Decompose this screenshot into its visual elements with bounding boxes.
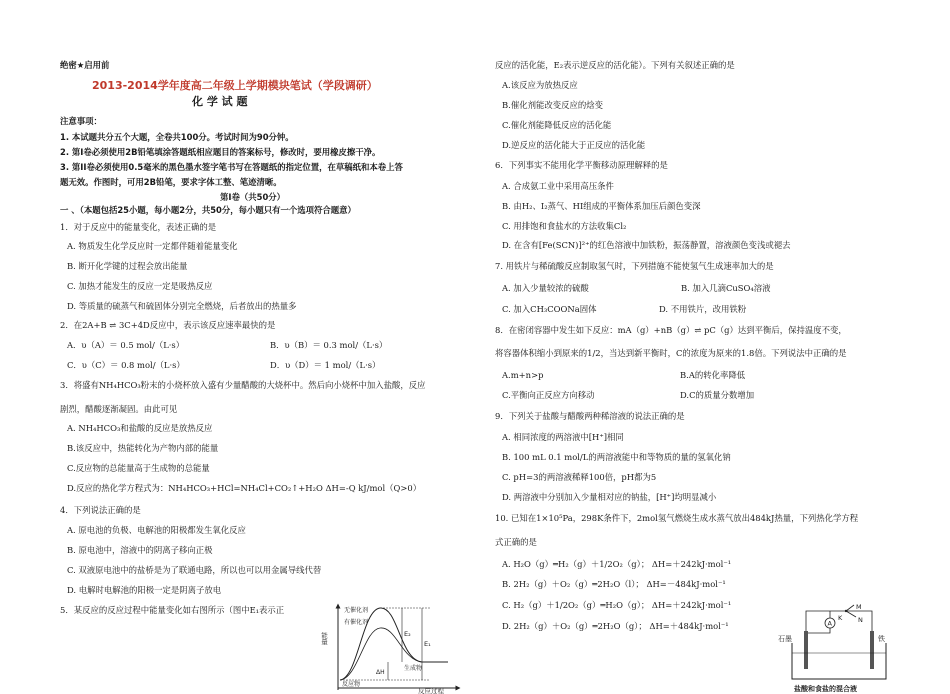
- label-k: K: [838, 614, 843, 622]
- graphite-label: 石墨: [778, 635, 792, 643]
- option-text: A. H₂O（g）═H₂（g）＋1/2O₂（g）； ΔH=＋242kJ·mol⁻¹: [502, 559, 732, 569]
- notes-heading: 注意事项：: [60, 116, 102, 126]
- question-text: 4．下列说法正确的是: [60, 505, 141, 515]
- uncatalyzed-label: 无催化剂: [344, 607, 369, 614]
- question-text: 剧烈，醋酸逐渐凝固。由此可见: [60, 404, 178, 414]
- secret-label: 绝密★启用前: [60, 60, 110, 70]
- option-text: C. 加入CH₃COONa固体: [502, 304, 597, 314]
- option-text: A．υ（A）＝ 0.5 mol/（L·s）: [67, 340, 185, 350]
- graphite-electrode: [804, 631, 808, 669]
- option-text: C.平衡向正反应方向移动: [502, 390, 595, 400]
- question-text: 5．某反应的反应过程中能量变化如右图所示（图中E₁表示正: [60, 605, 285, 615]
- solution-caption: 盐酸和食盐的混合液: [794, 685, 857, 693]
- note-item: 3. 第II卷必须使用0.5毫米的黑色墨水签字笔书写在答题纸的指定位置，在草稿纸和本卷上答: [60, 162, 403, 172]
- ammeter-label: A: [827, 619, 832, 628]
- question-text: 将容器体积缩小到原来的1/2，当达到新平衡时，C的浓度为原来的1.8倍。下列说法中正确的是: [495, 348, 847, 358]
- dh-label: ΔH: [376, 669, 385, 676]
- note-item: 1. 本试题共分五个大题，全卷共100分。考试时间为90分钟。: [60, 132, 294, 142]
- option-text: D. 两溶液中分别加入少量相对应的钠盐，[H⁺]均明显减小: [502, 492, 717, 502]
- switch-icon: [846, 611, 856, 617]
- question-text: 反应的活化能，E₂表示逆反应的活化能）。下列有关叙述正确的是: [495, 60, 735, 70]
- option-text: D. 2H₂（g）＋O₂（g）═2H₂O（g）； ΔH=＋484kJ·mol⁻¹: [502, 621, 729, 631]
- option-text: A. 合成氨工业中采用高压条件: [502, 181, 614, 191]
- note-item: 2. 第I卷必须使用2B铅笔填涂答题纸相应题目的答案标号，修改时，要用橡皮擦干净。: [60, 147, 381, 157]
- option-text: A. 原电池的负极、电解池的阳极都发生氧化反应: [67, 525, 246, 535]
- option-text: B. 由H₂、I₂蒸气、HI组成的平衡体系加压后颜色变深: [502, 201, 701, 211]
- question-text: 9．下列关于盐酸与醋酸两种稀溶液的说法正确的是: [495, 411, 685, 421]
- option-text: A. 物质发生化学反应时一定都伴随着能量变化: [67, 241, 238, 251]
- option-text: C. H₂（g）＋1/2O₂（g）═H₂O（g）； ΔH=＋242kJ·mol⁻¹: [502, 600, 732, 610]
- label-n: N: [858, 616, 863, 624]
- iron-electrode: [870, 631, 874, 669]
- exam-subtitle: 化 学 试 题: [192, 95, 248, 108]
- option-text: D.C的质量分数增加: [680, 390, 755, 400]
- option-text: C. 加热才能发生的反应一定是吸热反应: [67, 281, 213, 291]
- option-text: B. 100 mL 0.1 mol/L的两溶液能中和等物质的量的氢氧化钠: [502, 452, 731, 462]
- option-text: D.逆反应的活化能大于正反应的活化能: [502, 140, 646, 150]
- question-text: 2．在2A+B ⇌ 3C+4D反应中，表示该反应速率最快的是: [60, 320, 276, 330]
- question-text: 7. 用铁片与稀硫酸反应制取氢气时，下列措施不能使氢气生成速率加大的是: [495, 261, 774, 271]
- option-text: A. 加入少量较浓的硫酸: [502, 283, 589, 293]
- circuit-diagram: [776, 603, 900, 693]
- question-text: 6．下列事实不能用化学平衡移动原理解释的是: [495, 160, 668, 170]
- option-text: A. 相同浓度的两溶液中[H⁺]相同: [502, 432, 624, 442]
- option-text: B. 2H₂（g）＋O₂（g）═2H₂O（l）； ΔH=－484kJ·mol⁻¹: [502, 579, 726, 589]
- option-text: A.m+n>p: [502, 370, 544, 380]
- option-text: C. pH=3的两溶液稀释100倍，pH都为5: [502, 472, 657, 482]
- option-text: B. 断开化学键的过程会放出能量: [67, 261, 188, 271]
- switch-k-icon: [846, 605, 854, 611]
- product-label: 生成物: [404, 665, 423, 672]
- option-text: B.A的转化率降低: [680, 370, 746, 380]
- ammeter-lead: [806, 628, 830, 633]
- option-text: C.催化剂能降低反应的活化能: [502, 120, 612, 130]
- exam-title: 2013-2014学年度高二年级上学期模块笔试（学段调研）: [92, 79, 378, 92]
- question-text: 8．在密闭容器中发生如下反应：mA（g）+nB（g）⇌ pC（g）达到平衡后，保持温度不变，: [495, 325, 847, 335]
- option-text: D.反应的热化学方程式为：NH₄HCO₃+HCl=NH₄Cl+CO₂↑+H₂O ΔH=-Q kJ/mol（Q>0）: [67, 483, 422, 493]
- option-text: C. 用排饱和食盐水的方法收集Cl₂: [502, 221, 627, 231]
- option-text: B．υ（B）＝ 0.3 mol/（L·s）: [270, 340, 388, 350]
- e2-label: E₂: [404, 630, 411, 638]
- option-text: D．υ（D）＝ 1 mol/（L·s）: [270, 360, 381, 370]
- note-item: 题无效。作图时，可用2B铅笔，要求字体工整、笔迹清晰。: [60, 177, 282, 187]
- question-text: 10. 已知在1×10⁵Pa，298K条件下，2mol氢气燃烧生成水蒸气放出484kJ热量，下列热化学方程: [495, 513, 859, 523]
- iron-label: 铁: [878, 635, 885, 643]
- catalyzed-label: 有催化剂: [344, 619, 369, 626]
- question-text: 式正确的是: [495, 537, 537, 547]
- option-text: B.催化剂能改变反应的焓变: [502, 100, 603, 110]
- option-text: D. 电解时电解池的阳极一定是阴离子放电: [67, 585, 222, 595]
- option-text: C.反应物的总能量高于生成物的总能量: [67, 463, 210, 473]
- option-text: D. 不用铁片，改用铁粉: [659, 304, 747, 314]
- option-text: B. 加入几滴CuSO₄溶液: [681, 283, 771, 293]
- option-text: A. NH₄HCO₃和盐酸的反应是放热反应: [67, 423, 213, 433]
- option-text: B. 原电池中，溶液中的阴离子移向正极: [67, 545, 213, 555]
- option-text: C. 双液原电池中的盐桥是为了联通电路，所以也可以用金属导线代替: [67, 565, 322, 575]
- part1-heading: 第I卷（共50分）: [220, 192, 286, 202]
- question-text: 3．将盛有NH₄HCO₃粉末的小烧杯放入盛有少量醋酸的大烧杯中。然后向小烧杯中加入盐酸，反应: [60, 380, 426, 390]
- option-text: A.该反应为放热反应: [502, 80, 578, 90]
- option-text: B.该反应中，热能转化为产物内部的能量: [67, 443, 219, 453]
- x-axis-label: 反应过程: [418, 687, 444, 694]
- section-instruction: 一 、（本题包括25小题，每小题2分，共50分，每小题只有一个选项符合题意）: [60, 205, 356, 215]
- label-m: M: [856, 603, 862, 611]
- option-text: C．υ（C）＝ 0.8 mol/（L·s）: [67, 360, 185, 370]
- e1-label: E₁: [424, 640, 431, 648]
- y-axis-label: 能量: [320, 632, 328, 645]
- option-text: D. 等质量的硫蒸气和硫固体分别完全燃烧，后者放出的热量多: [67, 301, 297, 311]
- option-text: D. 在含有[Fe(SCN)]²⁺的红色溶液中加铁粉，振荡静置，溶液颜色变浅或褪去: [502, 240, 791, 250]
- energy-diagram: [318, 600, 466, 694]
- reactant-label: 反应物: [342, 681, 361, 688]
- question-text: 1．对于反应中的能量变化，表述正确的是: [60, 222, 217, 232]
